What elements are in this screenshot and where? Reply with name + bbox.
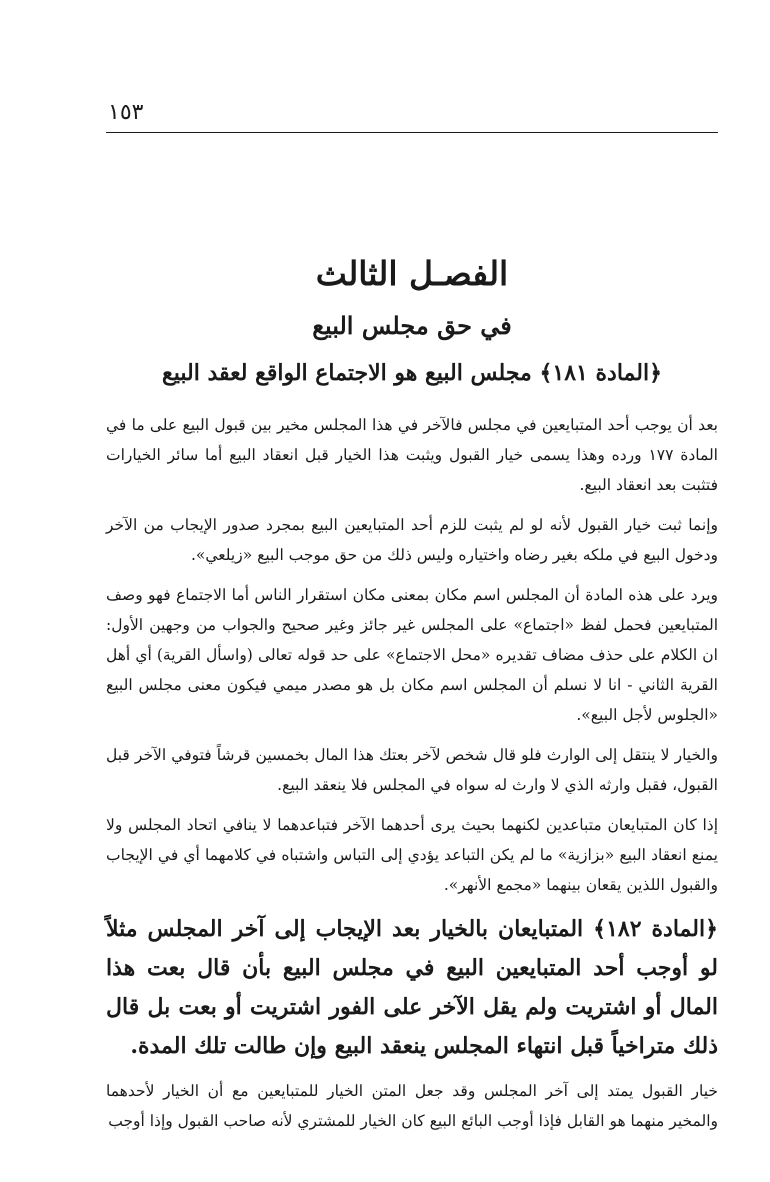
chapter-title: الفصـل الثالث — [315, 254, 509, 293]
commentary-paragraph-4: والخيار لا ينتقل إلى الوارث فلو قال شخص لآخر بعتك هذا المال بخمسين قرشاً فتوفي الآخر قبل القبول، فقبل وارثه الذي لا وارث له سواه في المجلس فلا ينعقد البيع. — [106, 746, 718, 794]
article-181-heading — [106, 350, 718, 396]
commentary-paragraph-final: خيار القبول يمتد إلى آخر المجلس وقد جعل المتن الخيار للمتبايعين مع أن الخيار لأحدهما والمخير منهما هو القابل فإذا أوجب البائع البيع كان الخيار للمشتري لأنه صاحب القبول وإذا أوجب — [106, 1082, 718, 1130]
article-181-text: مجلس البيع هو الاجتماع الواقع لعقد البيع — [162, 360, 532, 386]
commentary-paragraph-3: ويرد على هذه المادة أن المجلس اسم مكان بمعنى مكان استقرار الناس أما الاجتماع فهو وصف المتبايعين فحمل لفظ «اجتماع» على المجلس غير جائز وغير صحيح والجواب من وجهين الأول: ان الكلام على حذف مضاف تقديره «محل الاجتماع» على حد قوله تعالى (واسأل القرية) أي أهل القرية الثاني - انا لا نسلم أن المجلس اسم مكان بل هو مصدر ميمي فيكون معنى مجلس البيع «الجلوس لأجل البيع». — [106, 586, 718, 724]
commentary-paragraph-1: بعد أن يوجب أحد المتبايعين في مجلس فالآخر في هذا المجلس مخير بين قبول البيع على ما في المادة ١٧٧ ورده وهذا يسمى خيار القبول ويثبت هذا الخيار قبل انعقاد البيع أما سائر الخيارات فتثبت بعد انعقاد البيع. — [106, 416, 718, 494]
article-182 — [106, 900, 718, 1066]
chapter-subtitle: في حق مجلس البيع — [312, 311, 512, 340]
page-content — [106, 236, 718, 1136]
article-181-label: ﴿المادة ١٨١﴾ — [539, 360, 662, 386]
article-182-text: المتبايعان بالخيار بعد الإيجاب إلى آخر المجلس مثلاً لو أوجب أحد المتبايعين البيع في مجلس البيع بأن قال بعت هذا المال أو اشتريت ولم يقل الآخر على الفور اشتريت أو بعت بل قال ذلك متراخياً قبل انتهاء المجلس ينعقد البيع وإن طالت تلك المدة. — [106, 916, 718, 1059]
commentary-paragraph-5: إذا كان المتبايعان متباعدين لكنهما بحيث يرى أحدهما الآخر فتباعدهما لا ينافي اتحاد المجلس ولا يمنع انعقاد البيع «بزازية» ما لم يكن التباعد يؤدي إلى التباس واشتباه في كلامهما أي في الإيجاب والقبول اللذين يقعان بينهما «مجمع الأنهر». — [106, 816, 718, 894]
page-number: ١٥٣ — [108, 100, 144, 125]
commentary-paragraph-2: وإنما ثبت خيار القبول لأنه لو لم يثبت للزم أحد المتبايعين البيع بمجرد صدور الإيجاب من الآخر ودخول البيع في ملكه بغير رضاه واختياره وليس ذلك من حق موجب البيع «زيلعي». — [106, 516, 718, 564]
article-182-label: ﴿المادة ١٨٢﴾ — [593, 916, 718, 942]
header-rule — [106, 132, 718, 133]
